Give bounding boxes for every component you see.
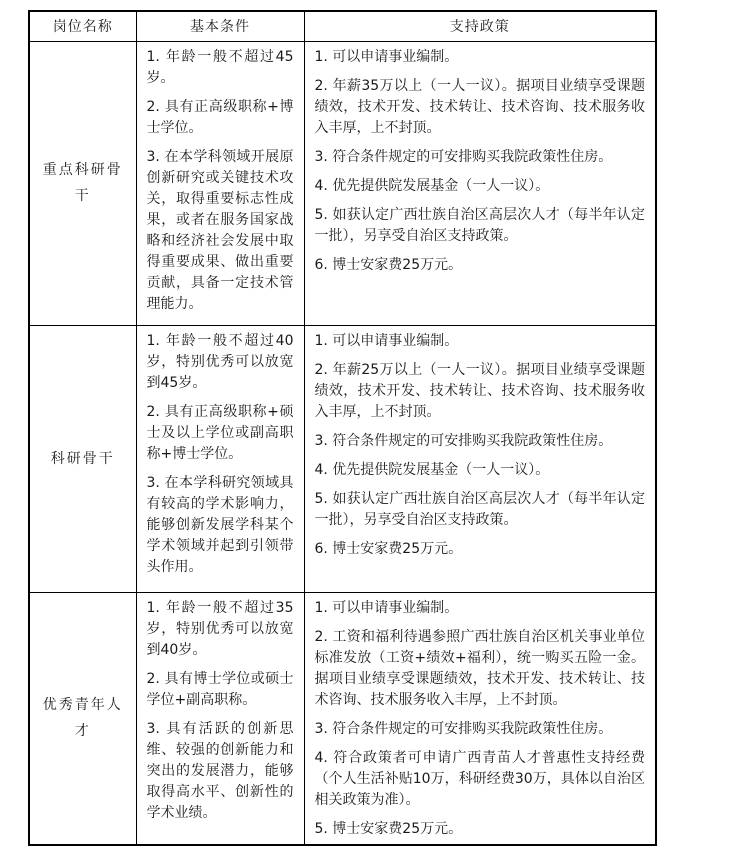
header-position-name: 岗位名称 — [29, 11, 136, 41]
cell-paragraph: 2. 具有博士学位或硕士学位+副高职称。 — [146, 670, 294, 708]
position-cell — [29, 325, 136, 592]
conditions-cell — [136, 592, 304, 845]
cell-paragraph: 1. 年龄一般不超过45岁。 — [146, 48, 294, 86]
recruitment-positions-table — [28, 10, 657, 846]
header-support-policies: 支持政策 — [304, 11, 656, 41]
cell-paragraph: 6. 博士安家费25万元。 — [314, 540, 463, 557]
cell-paragraph: 5. 如获认定广西壮族自治区高层次人才（每半年认定一批），另享受自治区支持政策。 — [314, 490, 645, 528]
cell-paragraph: 4. 优先提供院发展基金（一人一议）。 — [314, 461, 550, 478]
cell-paragraph: 2. 具有正高级职称+博士学位。 — [146, 98, 294, 136]
cell-paragraph: 1. 可以申请事业编制。 — [314, 599, 459, 616]
cell-paragraph: 2. 年薪25万以上（一人一议）。据项目业绩享受课题绩效，技术开发、技术转让、技术咨询、技术服务收入丰厚，上不封顶。 — [314, 361, 645, 420]
cell-paragraph: 3. 符合条件规定的可安排购买我院政策性住房。 — [314, 432, 613, 449]
cell-paragraph: 4. 符合政策者可申请广西青苗人才普惠性支持经费（个人生活补贴10万，科研经费30万，具体以自治区相关政策为准）。 — [314, 749, 645, 808]
cell-paragraph: 5. 如获认定广西壮族自治区高层次人才（每半年认定一批），另享受自治区支持政策。 — [314, 206, 645, 244]
policies-cell — [304, 325, 656, 592]
conditions-cell — [136, 325, 304, 592]
cell-paragraph: 6. 博士安家费25万元。 — [314, 256, 463, 273]
cell-paragraph: 1. 年龄一般不超过35岁，特别优秀可以放宽到40岁。 — [146, 599, 294, 658]
table-header-row — [29, 11, 656, 41]
policies-cell — [304, 592, 656, 845]
table-row-outstanding-young-talent — [29, 592, 656, 845]
conditions-cell — [136, 41, 304, 325]
cell-paragraph: 3. 在本学科领域开展原创新研究或关键技术攻关，取得重要标志性成果，或者在服务国家战略和经济社会发展中取得重要成果、做出重要贡献，具备一定技术管理能力。 — [146, 148, 294, 312]
position-name: 优秀青年人才 — [42, 697, 123, 739]
position-cell — [29, 41, 136, 325]
cell-paragraph: 2. 工资和福利待遇参照广西壮族自治区机关事业单位标准发放（工资+绩效+福利），统一购买五险一金。据项目业绩享受课题绩效，技术开发、技术转让、技术咨询、技术服务收入丰厚，上不封顶。 — [314, 628, 645, 708]
position-cell — [29, 592, 136, 845]
position-name: 科研骨干 — [50, 450, 115, 467]
header-basic-conditions: 基本条件 — [136, 11, 304, 41]
position-name: 重点科研骨干 — [42, 162, 123, 204]
cell-paragraph: 3. 符合条件规定的可安排购买我院政策性住房。 — [314, 148, 613, 165]
cell-paragraph: 2. 年薪35万以上（一人一议）。据项目业绩享受课题绩效，技术开发、技术转让、技术咨询、技术服务收入丰厚，上不封顶。 — [314, 77, 645, 136]
cell-paragraph: 3. 在本学科研究领域具有较高的学术影响力，能够创新发展学科某个学术领域并起到引领带头作用。 — [146, 474, 294, 575]
cell-paragraph: 5. 博士安家费25万元。 — [314, 820, 463, 837]
cell-paragraph: 4. 优先提供院发展基金（一人一议）。 — [314, 177, 550, 194]
cell-paragraph: 3. 具有活跃的创新思维、较强的创新能力和突出的发展潜力，能够取得高水平、创新性的学术业绩。 — [146, 720, 294, 821]
cell-paragraph: 1. 可以申请事业编制。 — [314, 48, 459, 65]
cell-paragraph: 1. 年龄一般不超过40岁，特别优秀可以放宽到45岁。 — [146, 332, 294, 391]
policies-cell — [304, 41, 656, 325]
cell-paragraph: 3. 符合条件规定的可安排购买我院政策性住房。 — [314, 720, 613, 737]
table-row-key-research-backbone — [29, 41, 656, 325]
cell-paragraph: 2. 具有正高级职称+硕士及以上学位或副高职称+博士学位。 — [146, 403, 294, 462]
table-row-research-backbone — [29, 325, 656, 592]
cell-paragraph: 1. 可以申请事业编制。 — [314, 332, 459, 349]
